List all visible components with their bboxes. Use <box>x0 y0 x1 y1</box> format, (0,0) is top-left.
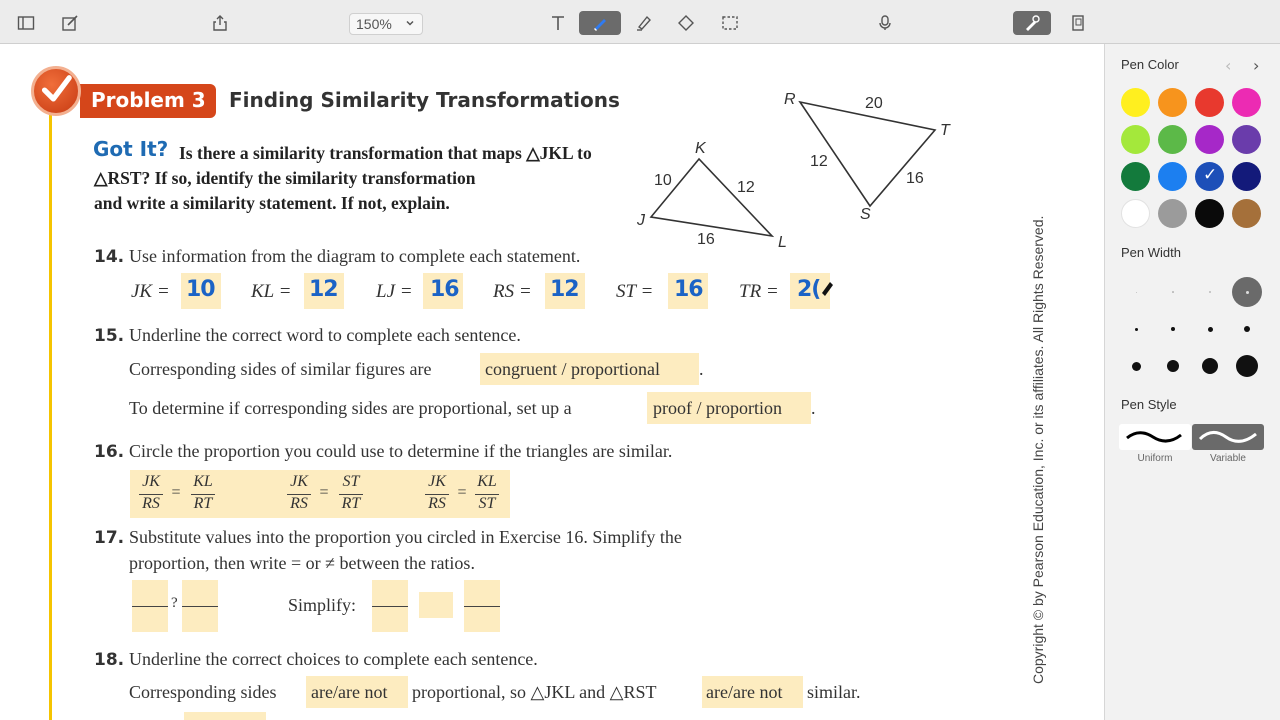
eraser-icon[interactable] <box>674 11 698 35</box>
pen-width-dot <box>1236 355 1258 377</box>
q15-line1-suffix: . <box>699 359 704 379</box>
chevron-down-icon <box>404 17 416 29</box>
pen-width-option[interactable] <box>1121 314 1151 344</box>
label-kl: KL = <box>251 281 292 302</box>
checkmark-badge-icon <box>31 66 81 116</box>
label-st: ST = <box>616 281 654 302</box>
color-swatch[interactable] <box>1195 162 1224 191</box>
q15-line1-prefix: Corresponding sides of similar figures are <box>129 359 432 379</box>
color-swatch[interactable] <box>1121 125 1150 154</box>
color-swatch[interactable] <box>1195 199 1224 228</box>
equals-sign: = <box>171 484 181 501</box>
markup-panel <box>1104 44 1280 720</box>
color-swatch[interactable] <box>1232 88 1261 117</box>
margin-bar <box>49 114 52 720</box>
handwritten-lj: 16 <box>430 277 459 302</box>
color-swatch[interactable] <box>1195 88 1224 117</box>
pen-width-dot <box>1208 327 1213 332</box>
pen-width-option[interactable] <box>1121 351 1151 381</box>
pen-width-dot <box>1244 326 1250 332</box>
markup-icon[interactable] <box>1013 11 1051 35</box>
pen-width-dot <box>1202 358 1218 374</box>
q18-number: 18. <box>94 650 125 670</box>
proportion-3-numerator-left: JK <box>428 473 446 490</box>
color-swatch[interactable] <box>1158 162 1187 191</box>
color-swatch[interactable] <box>1158 125 1187 154</box>
equals-sign: = <box>319 484 329 501</box>
q17-number: 17. <box>94 528 125 548</box>
handwritten-kl: 12 <box>309 277 338 302</box>
pen-style-heading: Pen Style <box>1121 397 1177 412</box>
q18-choice1: are/are not <box>311 682 388 702</box>
q16-text: Circle the proportion you could use to determine if the triangles are similar. <box>129 441 673 461</box>
fraction-bar <box>372 606 408 607</box>
next-answer-box[interactable] <box>184 712 266 720</box>
proportion-2-numerator-right: ST <box>342 473 360 490</box>
pen-width-dot <box>1246 291 1249 294</box>
vertex-j: J <box>637 212 645 229</box>
pencil-cursor-icon <box>818 278 838 298</box>
color-swatch[interactable] <box>1121 199 1150 228</box>
share-icon[interactable] <box>208 11 232 35</box>
color-swatch[interactable] <box>1232 125 1261 154</box>
proportion-1-numerator-left: JK <box>142 473 160 490</box>
pen-width-option[interactable] <box>1232 314 1262 344</box>
pen-width-option[interactable] <box>1195 314 1225 344</box>
vertex-l: L <box>778 234 787 251</box>
q15-line2-suffix: . <box>811 398 816 418</box>
q15-line2-prefix: To determine if corresponding sides are proportional, set up a <box>129 398 572 418</box>
problem-title: Finding Similarity Transformations <box>229 88 620 112</box>
handwritten-jk: 10 <box>186 277 215 302</box>
got-it-label: Got It? <box>93 137 169 161</box>
pen-width-dot <box>1171 327 1175 331</box>
handwritten-st: 16 <box>674 277 703 302</box>
pen-width-option[interactable] <box>1195 277 1225 307</box>
q14-text: Use information from the diagram to complete each statement. <box>129 246 581 266</box>
triangle-jkl <box>640 154 790 244</box>
fraction-bar <box>132 606 168 607</box>
color-swatch[interactable] <box>1121 162 1150 191</box>
color-swatch[interactable] <box>1195 125 1224 154</box>
proportion-2-numerator-left: JK <box>290 473 308 490</box>
problem-label: Problem 3 <box>91 88 206 112</box>
pen-width-dot <box>1136 292 1137 293</box>
handwritten-tr: 2( <box>797 277 821 302</box>
pen-tool-icon[interactable] <box>579 11 621 35</box>
q18-suffix: similar. <box>807 682 861 702</box>
proportion-3-denominator-left: RS <box>428 495 446 512</box>
got-it-question-line2: △RST? If so, identify the similarity transformation <box>94 168 476 188</box>
pen-width-option[interactable] <box>1232 277 1262 307</box>
copyright-notice: Copyright © by Pearson Education, Inc. or its affiliates. All Rights Reserved. <box>1030 215 1046 684</box>
q17-question-mark: ? <box>171 595 178 611</box>
pen-width-dot <box>1172 291 1174 293</box>
color-swatch[interactable] <box>1158 88 1187 117</box>
text-tool-icon[interactable] <box>546 11 570 35</box>
vertex-k: K <box>695 140 706 157</box>
side-st-length: 16 <box>906 170 924 187</box>
pen-style-variable[interactable] <box>1192 424 1264 450</box>
equals-sign: = <box>457 484 467 501</box>
q17-text-line1: Substitute values into the proportion you circled in Exercise 16. Simplify the <box>129 527 682 547</box>
q15-number: 15. <box>94 326 125 346</box>
color-swatch[interactable] <box>1158 199 1187 228</box>
proportion-3-denominator-right: ST <box>478 495 496 512</box>
pen-style-variable-label: Variable <box>1210 453 1246 464</box>
color-swatch[interactable] <box>1232 199 1261 228</box>
got-it-question-line1: Is there a similarity transformation that maps △JKL to <box>179 143 592 163</box>
q18-text: Underline the correct choices to complete each sentence. <box>129 649 538 669</box>
vertex-s: S <box>860 206 871 223</box>
document-page <box>0 44 1104 720</box>
q17-simplify-label: Simplify: <box>288 595 357 615</box>
proportion-2-denominator-left: RS <box>290 495 308 512</box>
pen-width-dot <box>1132 362 1141 371</box>
side-kl-length: 12 <box>737 179 755 196</box>
pen-width-option[interactable] <box>1232 351 1262 381</box>
q15-line1-choice: congruent / proportional <box>485 359 660 379</box>
toolbar <box>0 0 1280 44</box>
q18-prefix: Corresponding sides <box>129 682 277 702</box>
q17-relation-box[interactable] <box>419 592 453 618</box>
vertex-r: R <box>784 91 796 108</box>
label-lj: LJ = <box>376 281 413 302</box>
proportion-3-numerator-right: KL <box>477 473 497 490</box>
pen-width-dot <box>1167 360 1179 372</box>
label-rs: RS = <box>493 281 532 302</box>
pen-color-heading: Pen Color <box>1121 57 1179 72</box>
chevron-right-icon[interactable]: › <box>1253 56 1260 75</box>
q15-text: Underline the correct word to complete each sentence. <box>129 325 521 345</box>
highlighter-icon[interactable] <box>632 11 656 35</box>
q18-choice2: are/are not <box>706 682 783 702</box>
handwritten-rs: 12 <box>550 277 579 302</box>
side-rt-length: 20 <box>865 95 883 112</box>
pen-width-option[interactable] <box>1158 351 1188 381</box>
fraction-bar <box>464 606 500 607</box>
label-jk: JK = <box>131 281 170 302</box>
chevron-left-icon[interactable]: ‹ <box>1225 56 1232 75</box>
pen-width-heading: Pen Width <box>1121 245 1181 260</box>
pen-width-option[interactable] <box>1158 314 1188 344</box>
side-rs-length: 12 <box>810 153 828 170</box>
side-jk-length: 10 <box>654 172 672 189</box>
q16-number: 16. <box>94 442 125 462</box>
page-icon[interactable] <box>1066 11 1090 35</box>
vertex-t: T <box>940 122 950 139</box>
proportion-1-numerator-right: KL <box>193 473 213 490</box>
sidebar-icon[interactable] <box>14 11 38 35</box>
pen-width-option[interactable] <box>1195 351 1225 381</box>
pen-width-option[interactable] <box>1121 277 1151 307</box>
color-swatch[interactable] <box>1232 162 1261 191</box>
q14-number: 14. <box>94 247 125 267</box>
fraction-bar <box>182 606 218 607</box>
side-jl-length: 16 <box>697 231 715 248</box>
pen-style-uniform[interactable] <box>1119 424 1191 450</box>
pen-width-option[interactable] <box>1158 277 1188 307</box>
pen-width-dot <box>1135 328 1138 331</box>
q17-text-line2: proportion, then write = or ≠ between the ratios. <box>129 553 475 573</box>
pen-width-dot <box>1209 291 1211 293</box>
label-tr: TR = <box>739 281 779 302</box>
zoom-value: 150% <box>356 16 392 32</box>
color-swatch[interactable] <box>1121 88 1150 117</box>
q15-line2-choice: proof / proportion <box>653 398 782 418</box>
microphone-icon[interactable] <box>873 11 897 35</box>
proportion-2-denominator-right: RT <box>341 495 361 512</box>
proportion-1-denominator-left: RS <box>142 495 160 512</box>
pen-style-uniform-label: Uniform <box>1137 453 1173 464</box>
q18-middle: proportional, so △JKL and △RST <box>412 682 657 702</box>
proportion-1-denominator-right: RT <box>193 495 213 512</box>
got-it-question-line3: and write a similarity statement. If not, explain. <box>94 193 450 213</box>
selection-icon[interactable] <box>718 11 742 35</box>
zoom-dropdown[interactable] <box>349 13 423 35</box>
compose-icon[interactable] <box>58 11 82 35</box>
